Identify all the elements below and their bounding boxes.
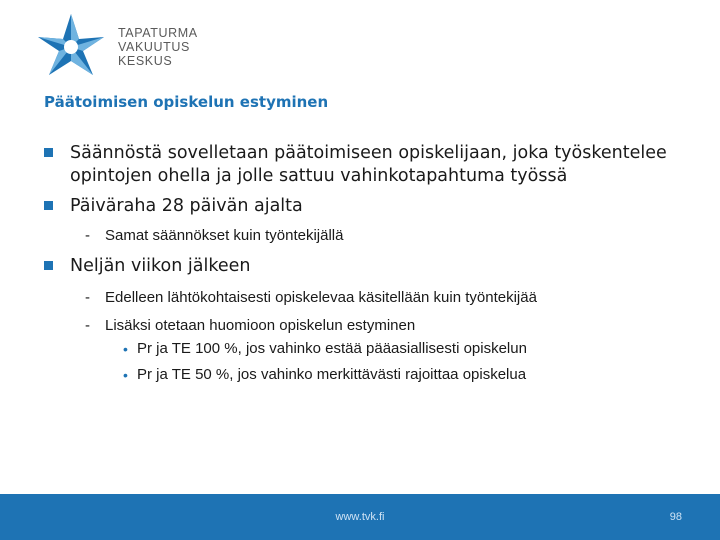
logo-line-3: KESKUS [118,54,173,68]
bullet-item [44,195,694,218]
sub-bullet-item [44,225,694,246]
square-bullet-icon [44,201,53,210]
dash-bullet-icon: - [85,227,90,244]
sub-bullet-text: Samat säännökset kuin työntekijällä [105,227,344,244]
logo [36,12,236,82]
sub-sub-bullet-item [44,336,694,362]
page-number: 98 [669,511,682,523]
star-logo-icon [36,12,106,82]
logo-wordmark [118,26,198,68]
sub-sub-bullet-text: Pr ja TE 50 %, jos vahinko merkittävästi rajoittaa opiskelua [137,366,527,383]
bullet-text: Päiväraha 28 päivän ajalta [70,196,303,216]
sub-bullet-item [44,315,694,336]
bullet-list [44,142,694,388]
bullet-item [44,255,694,278]
sub-bullet-text: Edelleen lähtökohtaisesti opiskelevaa käsitellään kuin työntekijää [105,289,537,306]
sub-sub-bullet-text: Pr ja TE 100 %, jos vahinko estää pääasiallisesti opiskelun [137,340,527,357]
footer-bar [0,494,720,540]
dash-bullet-icon: - [85,289,90,306]
logo-line-1: TAPATURMA [118,26,198,40]
slide-title: Päätoimisen opiskelun estyminen [44,93,329,111]
bullet-item [44,142,694,188]
square-bullet-icon [44,148,53,157]
sub-bullet-item [44,287,694,308]
round-bullet-icon: • [123,341,128,357]
bullet-text: Neljän viikon jälkeen [70,256,251,276]
dash-bullet-icon: - [85,317,90,334]
square-bullet-icon [44,261,53,270]
sub-bullet-text: Lisäksi otetaan huomioon opiskelun estyminen [105,317,416,334]
round-bullet-icon: • [123,367,128,383]
bullet-text: Säännöstä sovelletaan päätoimiseen opiskelijaan, joka työskentelee opintojen ohella ja jolle sattuu vahinkotapahtuma työssä [70,143,667,186]
sub-sub-bullet-item [44,362,694,388]
footer-url[interactable]: www.tvk.fi [335,511,385,523]
logo-line-2: VAKUUTUS [118,40,190,54]
